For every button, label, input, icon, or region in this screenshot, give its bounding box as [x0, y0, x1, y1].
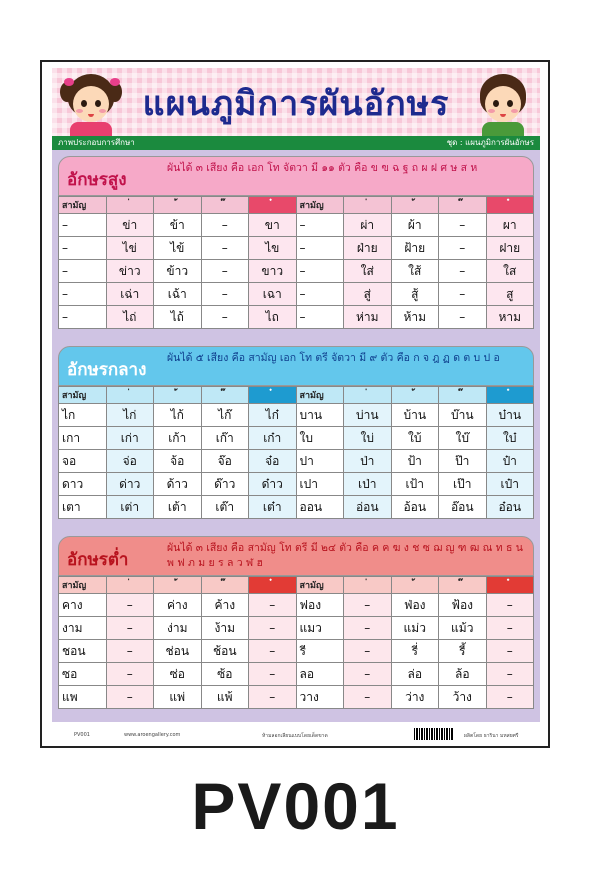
table-cell: เตา: [59, 496, 107, 519]
table-cell: –: [106, 594, 154, 617]
table-cell: –: [296, 260, 344, 283]
table-cell: –: [296, 283, 344, 306]
table-header-row: [59, 197, 534, 214]
table-cell: –: [201, 214, 249, 237]
column-header: [486, 197, 534, 214]
table-cell: ป๊า: [439, 450, 487, 473]
table-cell: ฟ่อง: [391, 594, 439, 617]
table-cell: ขา: [249, 214, 297, 237]
footer-website: www.aroengallery.com: [124, 732, 181, 738]
table-cell: รี้: [439, 640, 487, 663]
table-cell: คาง: [59, 594, 107, 617]
footer-producer: ผลิตโดย ธารินา มหสยศรี: [464, 733, 519, 739]
table-cell: ไถ่: [106, 306, 154, 329]
table-row: [59, 640, 534, 663]
section-name: อักษรสูง: [67, 170, 127, 190]
table-cell: แม้ว: [439, 617, 487, 640]
table-cell: ไถ: [249, 306, 297, 329]
subtitle-left: ภาพประกอบการศึกษา: [58, 138, 135, 147]
column-header: [391, 197, 439, 214]
table-row: [59, 283, 534, 306]
table-cell: แม่ว: [391, 617, 439, 640]
table-cell: –: [486, 686, 534, 709]
table-row: [59, 306, 534, 329]
title-banner: [52, 68, 540, 140]
table-cell: ข้าว: [154, 260, 202, 283]
table-row: [59, 214, 534, 237]
table-cell: แมว: [296, 617, 344, 640]
table-cell: –: [439, 214, 487, 237]
table-cell: –: [249, 594, 297, 617]
table-row: [59, 404, 534, 427]
table-cell: –: [296, 237, 344, 260]
table-cell: –: [344, 663, 392, 686]
section-description: ผันได้ ๕ เสียง คือ สามัญ เอก โท ตรี จัตวา มี ๙ ตัว คือ ก จ ฎ ฏ ด ต บ ป อ: [167, 352, 500, 364]
table-cell: อ่อน: [344, 496, 392, 519]
section-header: [58, 346, 534, 386]
table-cell: –: [201, 260, 249, 283]
table-cell: อ๋อน: [486, 496, 534, 519]
table-cell: อ๊อน: [439, 496, 487, 519]
table-cell: ลอ: [296, 663, 344, 686]
table-cell: รี: [296, 640, 344, 663]
column-header: [391, 387, 439, 404]
table-cell: บาน: [296, 404, 344, 427]
table-cell: –: [439, 283, 487, 306]
table-header-row: [59, 387, 534, 404]
table-cell: ด้าว: [154, 473, 202, 496]
table-cell: ห่าม: [344, 306, 392, 329]
tone-table: [58, 386, 534, 519]
table-cell: ป้า: [391, 450, 439, 473]
column-header: [106, 577, 154, 594]
table-cell: ซ้อ: [201, 663, 249, 686]
table-row: [59, 617, 534, 640]
table-cell: ด๋าว: [249, 473, 297, 496]
column-header: [249, 577, 297, 594]
column-header: [154, 577, 202, 594]
footer-code: PV001: [74, 732, 90, 738]
table-cell: –: [486, 617, 534, 640]
table-cell: –: [59, 214, 107, 237]
table-header-row: [59, 577, 534, 594]
table-cell: แพ่: [154, 686, 202, 709]
table-cell: จ๊อ: [201, 450, 249, 473]
table-cell: ข่าว: [106, 260, 154, 283]
table-cell: ใบ๋: [486, 427, 534, 450]
table-cell: ฝ้าย: [391, 237, 439, 260]
table-row: [59, 663, 534, 686]
table-cell: –: [59, 306, 107, 329]
column-header: [106, 197, 154, 214]
table-cell: –: [344, 640, 392, 663]
section-header: [58, 156, 534, 196]
column-header: สามัญ: [296, 197, 344, 214]
table-cell: –: [249, 663, 297, 686]
table-cell: ใบ่: [344, 427, 392, 450]
column-header: [439, 577, 487, 594]
content-area: [52, 150, 540, 722]
table-cell: ด่าว: [106, 473, 154, 496]
table-cell: เป้า: [391, 473, 439, 496]
table-cell: เก๋า: [249, 427, 297, 450]
table-cell: เป๋า: [486, 473, 534, 496]
table-cell: ค้าง: [201, 594, 249, 617]
table-cell: บ๊าน: [439, 404, 487, 427]
table-cell: เป่า: [344, 473, 392, 496]
table-cell: ไก๊: [201, 404, 249, 427]
column-header: [439, 387, 487, 404]
section-description: ผันได้ ๓ เสียง คือ สามัญ โท ตรี มี ๒๔ ตัว คือ ค ฅ ฆ ง ช ซ ฌ ญ ฑ ฒ ณ ท ธ น พ ฟ ภ ม ย ร ล ว ฬ ฮ: [167, 542, 523, 569]
table-cell: ไถ้: [154, 306, 202, 329]
column-header: [106, 387, 154, 404]
table-cell: –: [249, 686, 297, 709]
column-header: [391, 577, 439, 594]
table-cell: ว้าง: [439, 686, 487, 709]
table-cell: ล้อ: [439, 663, 487, 686]
table-cell: เป๊า: [439, 473, 487, 496]
table-cell: –: [344, 686, 392, 709]
table-row: [59, 496, 534, 519]
table-cell: เก่า: [106, 427, 154, 450]
footer-credit: ห้ามลอกเลียนแบบโดยเด็ดขาด: [262, 733, 328, 739]
table-cell: –: [201, 306, 249, 329]
table-cell: ค่าง: [154, 594, 202, 617]
table-cell: จ๋อ: [249, 450, 297, 473]
product-code: PV001: [191, 769, 400, 843]
table-cell: ง่าม: [154, 617, 202, 640]
table-cell: ไก้: [154, 404, 202, 427]
table-cell: ออน: [296, 496, 344, 519]
table-cell: เฉา: [249, 283, 297, 306]
table-cell: –: [106, 617, 154, 640]
table-cell: เฉ้า: [154, 283, 202, 306]
table-cell: ใบ้: [391, 427, 439, 450]
column-header: [344, 387, 392, 404]
table-cell: –: [59, 260, 107, 283]
column-header: [201, 577, 249, 594]
table-cell: ไก๋: [249, 404, 297, 427]
table-cell: เต๊า: [201, 496, 249, 519]
column-header: [486, 577, 534, 594]
table-cell: –: [201, 237, 249, 260]
table-cell: –: [106, 686, 154, 709]
table-cell: ไข: [249, 237, 297, 260]
table-cell: –: [344, 617, 392, 640]
table-cell: ซอ: [59, 663, 107, 686]
subtitle-bar: [52, 136, 540, 150]
table-cell: บ้าน: [391, 404, 439, 427]
table-cell: ชอน: [59, 640, 107, 663]
table-cell: –: [249, 617, 297, 640]
table-cell: ป๋า: [486, 450, 534, 473]
table-cell: –: [106, 663, 154, 686]
table-cell: –: [439, 237, 487, 260]
table-cell: –: [201, 283, 249, 306]
table-cell: เปา: [296, 473, 344, 496]
table-row: [59, 686, 534, 709]
table-cell: ฝาย: [486, 237, 534, 260]
column-header: [154, 387, 202, 404]
table-cell: สู้: [391, 283, 439, 306]
table-cell: ขาว: [249, 260, 297, 283]
table-cell: –: [296, 306, 344, 329]
table-cell: ไข่: [106, 237, 154, 260]
table-cell: ใส้: [391, 260, 439, 283]
column-header: สามัญ: [59, 577, 107, 594]
table-cell: ใส่: [344, 260, 392, 283]
table-cell: เกา: [59, 427, 107, 450]
table-cell: ฟ้อง: [439, 594, 487, 617]
column-header: สามัญ: [296, 577, 344, 594]
tone-table: [58, 576, 534, 709]
table-cell: ปา: [296, 450, 344, 473]
subtitle-right: ชุด : แผนภูมิการผันอักษร: [446, 138, 534, 147]
table-cell: –: [439, 306, 487, 329]
girl-right-illustration: [472, 72, 534, 138]
table-cell: ไก: [59, 404, 107, 427]
table-cell: –: [249, 640, 297, 663]
table-cell: ข่า: [106, 214, 154, 237]
table-cell: ง้าม: [201, 617, 249, 640]
table-cell: จ่อ: [106, 450, 154, 473]
table-cell: เต้า: [154, 496, 202, 519]
table-row: [59, 594, 534, 617]
table-cell: –: [439, 260, 487, 283]
barcode: [414, 728, 454, 740]
section-header: [58, 536, 534, 576]
table-cell: แพ: [59, 686, 107, 709]
column-header: [201, 387, 249, 404]
poster: [40, 60, 550, 748]
table-cell: รี่: [391, 640, 439, 663]
table-cell: ฝ่าย: [344, 237, 392, 260]
table-cell: ว่าง: [391, 686, 439, 709]
table-cell: ด๊าว: [201, 473, 249, 496]
table-cell: เต่า: [106, 496, 154, 519]
table-cell: –: [59, 237, 107, 260]
tone-table: [58, 196, 534, 329]
table-cell: ซ่อ: [154, 663, 202, 686]
table-cell: เต๋า: [249, 496, 297, 519]
table-cell: ข้า: [154, 214, 202, 237]
column-header: [439, 197, 487, 214]
table-cell: จ้อ: [154, 450, 202, 473]
section-name: อักษรต่ำ: [67, 550, 129, 570]
section-3: [58, 536, 534, 709]
table-cell: ไก่: [106, 404, 154, 427]
section-1: [58, 156, 534, 329]
table-cell: อ้อน: [391, 496, 439, 519]
table-cell: ไข้: [154, 237, 202, 260]
table-cell: ห้าม: [391, 306, 439, 329]
table-cell: บ๋าน: [486, 404, 534, 427]
table-cell: ป่า: [344, 450, 392, 473]
table-cell: ใบ๊: [439, 427, 487, 450]
table-cell: วาง: [296, 686, 344, 709]
table-cell: –: [296, 214, 344, 237]
table-cell: เฉ่า: [106, 283, 154, 306]
table-row: [59, 450, 534, 473]
table-cell: ช่อน: [154, 640, 202, 663]
footer: [52, 724, 540, 744]
table-cell: –: [344, 594, 392, 617]
table-cell: ดาว: [59, 473, 107, 496]
column-header: สามัญ: [59, 197, 107, 214]
column-header: สามัญ: [296, 387, 344, 404]
table-cell: สู: [486, 283, 534, 306]
table-cell: –: [486, 663, 534, 686]
table-cell: ใบ: [296, 427, 344, 450]
table-cell: –: [59, 283, 107, 306]
table-cell: ช้อน: [201, 640, 249, 663]
table-cell: ฟอง: [296, 594, 344, 617]
column-header: [249, 387, 297, 404]
table-row: [59, 427, 534, 450]
column-header: [344, 197, 392, 214]
table-cell: งาม: [59, 617, 107, 640]
table-row: [59, 473, 534, 496]
section-name: อักษรกลาง: [67, 360, 147, 380]
poster-title: แผนภูมิการผันอักษร: [142, 84, 450, 124]
table-cell: –: [486, 594, 534, 617]
column-header: [201, 197, 249, 214]
table-row: [59, 260, 534, 283]
table-cell: ผา: [486, 214, 534, 237]
table-cell: จอ: [59, 450, 107, 473]
table-cell: สู่: [344, 283, 392, 306]
section-description: ผันได้ ๓ เสียง คือ เอก โท จัตวา มี ๑๑ ตัว คือ ข ฃ ฉ ฐ ถ ผ ฝ ศ ษ ส ห: [167, 162, 478, 174]
section-2: [58, 346, 534, 519]
table-cell: บ่าน: [344, 404, 392, 427]
table-cell: ผ้า: [391, 214, 439, 237]
column-header: [486, 387, 534, 404]
table-cell: ผ่า: [344, 214, 392, 237]
table-cell: –: [106, 640, 154, 663]
table-cell: ใส: [486, 260, 534, 283]
column-header: สามัญ: [59, 387, 107, 404]
table-cell: แพ้: [201, 686, 249, 709]
table-cell: เก๊า: [201, 427, 249, 450]
column-header: [249, 197, 297, 214]
table-cell: ล่อ: [391, 663, 439, 686]
table-row: [59, 237, 534, 260]
column-header: [154, 197, 202, 214]
column-header: [344, 577, 392, 594]
table-cell: เก้า: [154, 427, 202, 450]
table-cell: –: [486, 640, 534, 663]
table-cell: หาม: [486, 306, 534, 329]
